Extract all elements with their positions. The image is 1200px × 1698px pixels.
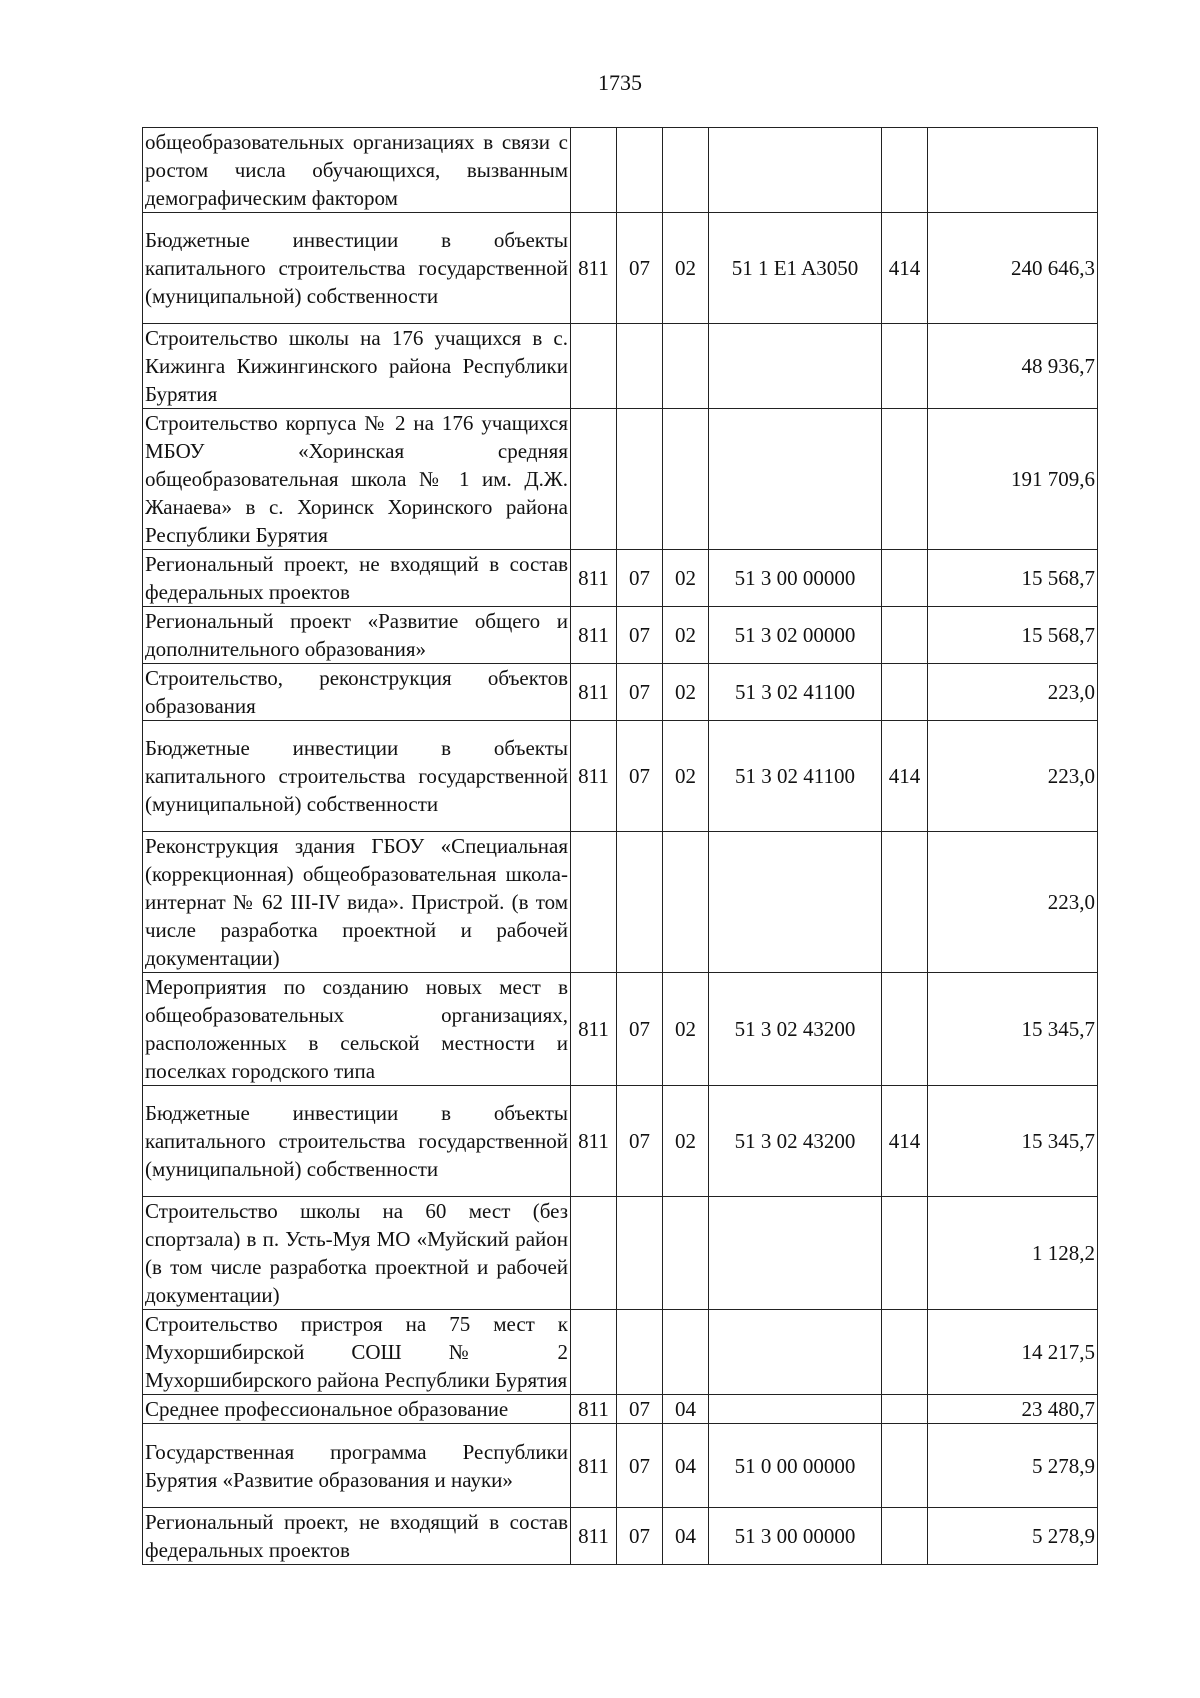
row-section-code: 07 (617, 550, 663, 607)
row-name: Строительство школы на 176 учащихся в с. Кижинга Кижингинского района Республики Бурятия (143, 324, 571, 409)
row-expense-type (882, 324, 928, 409)
row-subsection-code: 02 (663, 973, 709, 1086)
row-name: Строительство корпуса № 2 на 176 учащихся МБОУ «Хоринская средняя общеобразовательная школа № 1 им. Д.Ж. Жанаева» в с. Хоринск Хоринского района Республики Бурятия (143, 409, 571, 550)
row-target-code (709, 1310, 882, 1395)
row-section-code: 07 (617, 664, 663, 721)
row-amount: 23 480,7 (928, 1395, 1098, 1424)
row-amount: 5 278,9 (928, 1508, 1098, 1565)
row-section-code (617, 1197, 663, 1310)
row-ministry-code (571, 832, 617, 973)
row-amount: 191 709,6 (928, 409, 1098, 550)
table-row (143, 1197, 1098, 1310)
row-target-code: 51 3 02 00000 (709, 607, 882, 664)
table-row (143, 721, 1098, 832)
row-expense-type: 414 (882, 213, 928, 324)
row-ministry-code: 811 (571, 721, 617, 832)
row-target-code (709, 409, 882, 550)
row-expense-type (882, 1197, 928, 1310)
budget-table (142, 127, 1098, 1565)
row-ministry-code (571, 1310, 617, 1395)
row-subsection-code: 04 (663, 1395, 709, 1424)
row-ministry-code: 811 (571, 1424, 617, 1508)
row-expense-type (882, 128, 928, 213)
row-subsection-code: 02 (663, 550, 709, 607)
row-expense-type (882, 1424, 928, 1508)
table-row (143, 550, 1098, 607)
row-section-code (617, 832, 663, 973)
table-row (143, 1395, 1098, 1424)
row-expense-type (882, 1395, 928, 1424)
row-name: Бюджетные инвестиции в объекты капитального строительства государственной (муниципальной) собственности (143, 721, 571, 832)
row-expense-type (882, 409, 928, 550)
row-target-code: 51 3 02 43200 (709, 1086, 882, 1197)
row-target-code (709, 832, 882, 973)
row-ministry-code (571, 409, 617, 550)
row-amount (928, 128, 1098, 213)
row-target-code (709, 128, 882, 213)
table-row (143, 324, 1098, 409)
row-section-code: 07 (617, 607, 663, 664)
row-target-code: 51 3 00 00000 (709, 550, 882, 607)
row-expense-type (882, 607, 928, 664)
row-amount: 15 345,7 (928, 973, 1098, 1086)
row-expense-type (882, 973, 928, 1086)
row-ministry-code: 811 (571, 1395, 617, 1424)
table-row (143, 1310, 1098, 1395)
row-subsection-code (663, 128, 709, 213)
table-row (143, 1424, 1098, 1508)
row-ministry-code (571, 128, 617, 213)
row-ministry-code: 811 (571, 973, 617, 1086)
row-amount: 223,0 (928, 664, 1098, 721)
row-name: Региональный проект «Развитие общего и дополнительного образования» (143, 607, 571, 664)
row-subsection-code (663, 832, 709, 973)
row-subsection-code: 02 (663, 1086, 709, 1197)
table-row (143, 409, 1098, 550)
row-subsection-code (663, 1197, 709, 1310)
table-row (143, 1086, 1098, 1197)
row-target-code (709, 324, 882, 409)
row-name: общеобразовательных организациях в связи с ростом числа обучающихся, вызванным демографическим фактором (143, 128, 571, 213)
row-section-code: 07 (617, 1395, 663, 1424)
row-target-code: 51 3 02 43200 (709, 973, 882, 1086)
row-name: Среднее профессиональное образование (143, 1395, 571, 1424)
row-section-code: 07 (617, 1424, 663, 1508)
row-expense-type (882, 1310, 928, 1395)
page-number: 1735 (598, 70, 642, 95)
row-ministry-code: 811 (571, 1508, 617, 1565)
row-ministry-code: 811 (571, 550, 617, 607)
row-name: Мероприятия по созданию новых мест в общеобразовательных организациях, расположенных в сельской местности и поселках городского типа (143, 973, 571, 1086)
row-subsection-code: 04 (663, 1424, 709, 1508)
row-amount: 48 936,7 (928, 324, 1098, 409)
row-amount: 15 568,7 (928, 607, 1098, 664)
row-target-code: 51 3 02 41100 (709, 721, 882, 832)
row-name: Строительство, реконструкция объектов образования (143, 664, 571, 721)
table-row (143, 213, 1098, 324)
row-section-code: 07 (617, 1086, 663, 1197)
row-amount: 14 217,5 (928, 1310, 1098, 1395)
row-name: Государственная программа Республики Бурятия «Развитие образования и науки» (143, 1424, 571, 1508)
row-expense-type: 414 (882, 721, 928, 832)
row-section-code: 07 (617, 213, 663, 324)
row-amount: 5 278,9 (928, 1424, 1098, 1508)
row-section-code (617, 1310, 663, 1395)
row-expense-type (882, 832, 928, 973)
row-expense-type (882, 550, 928, 607)
row-name: Реконструкция здания ГБОУ «Специальная (коррекционная) общеобразовательная школа-интернат № 62 III-IV вида». Пристрой. (в том числе разработка проектной и рабочей документации) (143, 832, 571, 973)
row-name: Региональный проект, не входящий в состав федеральных проектов (143, 1508, 571, 1565)
row-subsection-code (663, 324, 709, 409)
row-amount: 1 128,2 (928, 1197, 1098, 1310)
row-ministry-code: 811 (571, 213, 617, 324)
table-row (143, 1508, 1098, 1565)
row-target-code: 51 3 02 41100 (709, 664, 882, 721)
row-amount: 223,0 (928, 721, 1098, 832)
table-row (143, 128, 1098, 213)
table-row (143, 664, 1098, 721)
row-amount: 240 646,3 (928, 213, 1098, 324)
row-subsection-code: 02 (663, 213, 709, 324)
table-row (143, 607, 1098, 664)
row-name: Региональный проект, не входящий в состав федеральных проектов (143, 550, 571, 607)
table-row (143, 973, 1098, 1086)
row-ministry-code (571, 324, 617, 409)
row-subsection-code: 02 (663, 664, 709, 721)
row-target-code: 51 3 00 00000 (709, 1508, 882, 1565)
row-expense-type (882, 1508, 928, 1565)
row-section-code (617, 324, 663, 409)
row-amount: 223,0 (928, 832, 1098, 973)
row-target-code (709, 1395, 882, 1424)
row-expense-type (882, 664, 928, 721)
row-name: Бюджетные инвестиции в объекты капитального строительства государственной (муниципальной) собственности (143, 213, 571, 324)
row-name: Бюджетные инвестиции в объекты капитального строительства государственной (муниципальной) собственности (143, 1086, 571, 1197)
row-target-code: 51 1 E1 A3050 (709, 213, 882, 324)
row-section-code (617, 409, 663, 550)
row-expense-type: 414 (882, 1086, 928, 1197)
row-section-code (617, 128, 663, 213)
row-amount: 15 345,7 (928, 1086, 1098, 1197)
row-subsection-code (663, 1310, 709, 1395)
row-section-code: 07 (617, 721, 663, 832)
row-target-code (709, 1197, 882, 1310)
row-subsection-code: 02 (663, 721, 709, 832)
row-ministry-code: 811 (571, 664, 617, 721)
row-subsection-code (663, 409, 709, 550)
row-subsection-code: 02 (663, 607, 709, 664)
row-ministry-code: 811 (571, 1086, 617, 1197)
row-name: Строительство школы на 60 мест (без спортзала) в п. Усть-Муя МО «Муйский район (в том числе разработка проектной и рабочей документации) (143, 1197, 571, 1310)
row-amount: 15 568,7 (928, 550, 1098, 607)
row-subsection-code: 04 (663, 1508, 709, 1565)
row-section-code: 07 (617, 973, 663, 1086)
table-row (143, 832, 1098, 973)
row-target-code: 51 0 00 00000 (709, 1424, 882, 1508)
row-ministry-code: 811 (571, 607, 617, 664)
row-ministry-code (571, 1197, 617, 1310)
row-section-code: 07 (617, 1508, 663, 1565)
row-name: Строительство пристроя на 75 мест к Мухоршибирской СОШ № 2 Мухоршибирского района Республики Бурятия (143, 1310, 571, 1395)
